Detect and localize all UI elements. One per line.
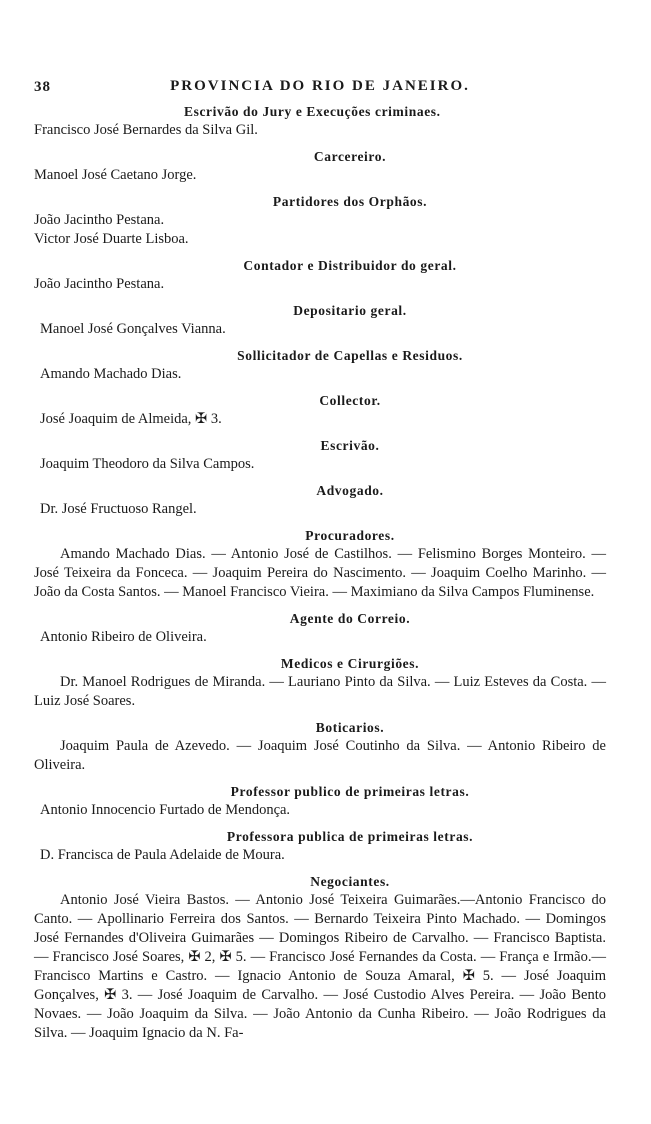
section-heading-professora: Professora publica de primeiras letras. [226, 829, 474, 844]
section-heading-agente-correio: Agente do Correio. [289, 611, 411, 626]
section-heading-collector: Collector. [319, 393, 381, 408]
section-heading-advogado: Advogado. [316, 483, 384, 498]
section-text-depositario: Manoel José Gonçalves Vianna. [40, 321, 226, 337]
section-text-contador: João Jacintho Pestana. [34, 276, 165, 292]
section-heading-carcereiro: Carcereiro. [313, 149, 387, 164]
section-heading-partidores: Partidores dos Orphãos. [272, 194, 428, 209]
section-heading-boticarios: Boticarios. [315, 720, 385, 735]
section-heading-escrivao: Escrivão. [320, 438, 380, 453]
running-title: PROVINCIA DO RIO DE JANEIRO. [170, 78, 470, 94]
section-text-procuradores: Amando Machado Dias. — Antonio José de Castilhos. — Felismino Borges Monteiro. — José Teixeira da Fonceca. — Joaquim Pereira do Nascimento. — Joaquim Coelho Marinho. — João da Costa Santos. — Manoel Francisco Vieira. — Maximiano da Silva Campos Fluminense. [34, 546, 606, 600]
section-heading-contador: Contador e Distribuidor do geral. [243, 258, 457, 273]
section-text-escrivao: Joaquim Theodoro da Silva Campos. [40, 456, 255, 472]
section-heading-medicos: Medicos e Cirurgiões. [280, 656, 420, 671]
section-heading-sollicitador: Sollicitador de Capellas e Residuos. [237, 348, 463, 363]
section-heading-professor: Professor publico de primeiras letras. [230, 784, 470, 799]
section-text-sollicitador: Amando Machado Dias. [40, 366, 182, 382]
section-text-professor: Antonio Innocencio Furtado de Mendonça. [40, 802, 291, 818]
section-text-boticarios: Joaquim Paula de Azevedo. — Joaquim José Coutinho da Silva. — Antonio Ribeiro de Oliveira. [34, 738, 606, 773]
section-text-partidores-2: Victor José Duarte Lisboa. [34, 231, 189, 247]
section-text-escrivao-jury: Francisco José Bernardes da Silva Gil. [34, 122, 258, 138]
section-text-professora: D. Francisca de Paula Adelaide de Moura. [40, 847, 285, 863]
page-number: 38 [34, 79, 51, 95]
page-body [34, 102, 606, 1045]
section-text-advogado: Dr. José Fructuoso Rangel. [40, 501, 197, 517]
section-heading-escrivao-jury: Escrivão do Jury e Execuções criminaes. [184, 104, 441, 119]
section-text-medicos: Dr. Manoel Rodrigues de Miranda. — Lauriano Pinto da Silva. — Luiz Esteves da Costa. — Luiz José Soares. [34, 674, 606, 709]
section-text-partidores-1: João Jacintho Pestana. [34, 212, 165, 228]
section-heading-procuradores: Procuradores. [305, 528, 395, 543]
section-text-agente-correio: Antonio Ribeiro de Oliveira. [40, 629, 207, 645]
section-text-collector: José Joaquim de Almeida, ✠ 3. [40, 411, 222, 427]
section-heading-depositario: Depositario geral. [293, 303, 407, 318]
section-text-negociantes: Antonio José Vieira Bastos. — Antonio José Teixeira Guimarães.—Antonio Francisco do Canto. — Apollinario Ferreira dos Santos. — Bernardo Teixeira Pinto Machado. — Domingos José Fernandes d'Oliveira Guimarães — Domingos Ribeiro de Carvalho. — Francisco Baptista. — Francisco José Soares, ✠ 2, ✠ 5. — Francisco José Fernandes da Costa. — França e Irmão.— Francisco Martins e Castro. — Ignacio Antonio de Souza Amaral, ✠ 5. — José Joaquim Gonçalves, ✠ 3. — José Joaquim de Carvalho. — José Custodio Alves Pereira. — João Bento Novaes. — João Joaquim da Silva. — João Antonio da Cunha Ribeiro. — João Rodrigues da Silva. — Joaquim Ignacio da N. Fa- [34, 892, 606, 1041]
section-text-carcereiro: Manoel José Caetano Jorge. [34, 167, 197, 183]
section-heading-negociantes: Negociantes. [310, 874, 390, 889]
